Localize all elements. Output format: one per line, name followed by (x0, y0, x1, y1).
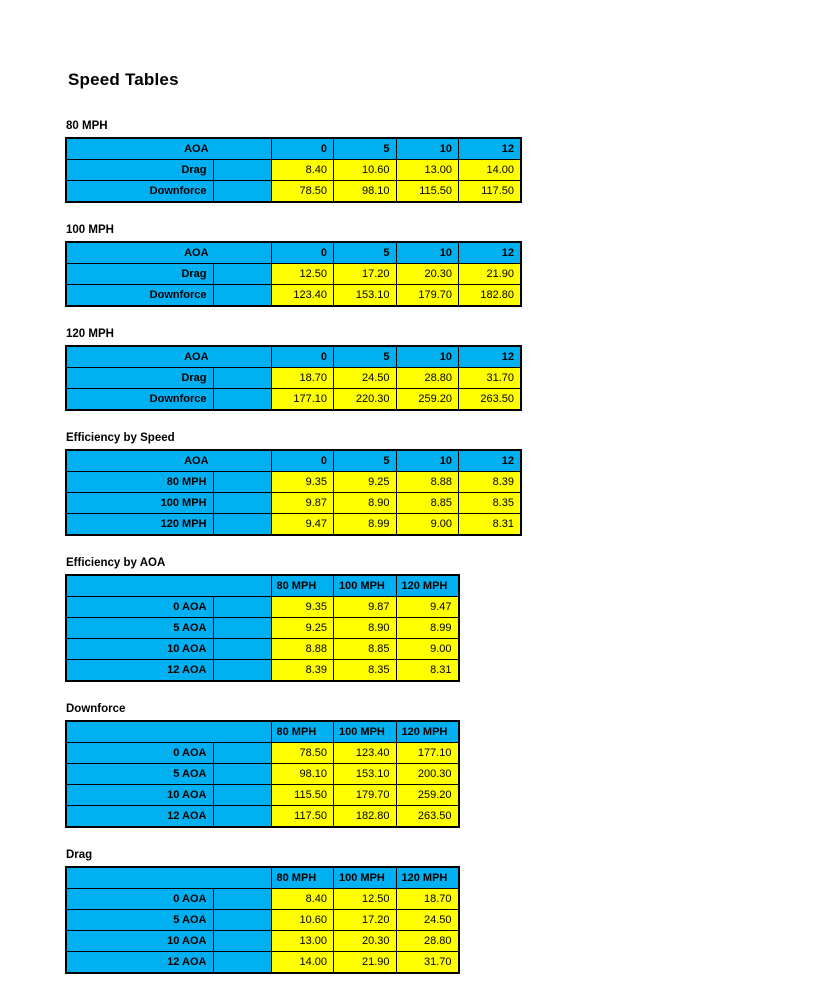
table-row (66, 910, 459, 931)
value-cell: 153.10 (334, 285, 397, 307)
value-cell: 20.30 (334, 931, 397, 952)
header-row (66, 721, 459, 743)
row-label-cell: 12 AOA (66, 952, 213, 974)
corner-spacer-cell (66, 867, 271, 889)
value-cell: 123.40 (334, 743, 397, 764)
value-cell: 200.30 (396, 764, 459, 785)
column-header-cell: 80 MPH (271, 721, 334, 743)
value-cell: 9.00 (396, 514, 459, 536)
column-header-cell: 12 (459, 138, 522, 160)
value-cell: 20.30 (396, 264, 459, 285)
table-row (66, 389, 521, 411)
spacer-cell (213, 160, 271, 181)
row-label-cell: 12 AOA (66, 660, 213, 682)
value-cell: 8.88 (396, 472, 459, 493)
column-header-cell: 10 (396, 450, 459, 472)
value-cell: 9.25 (271, 618, 334, 639)
value-cell: 123.40 (271, 285, 334, 307)
value-cell: 12.50 (334, 889, 397, 910)
column-header-cell: 0 (271, 450, 334, 472)
row-label-cell: 0 AOA (66, 597, 213, 618)
table-row (66, 952, 459, 974)
section-120-mph (65, 328, 816, 411)
spacer-cell (213, 285, 271, 307)
value-cell: 8.88 (271, 639, 334, 660)
column-header-cell: 12 (459, 450, 522, 472)
value-cell: 9.35 (271, 472, 334, 493)
value-cell: 17.20 (334, 264, 397, 285)
table-efficiency-by-aoa (65, 574, 460, 682)
row-label-cell: 0 AOA (66, 743, 213, 764)
corner-cell: AOA (66, 242, 271, 264)
table-row (66, 931, 459, 952)
row-label-cell: Drag (66, 368, 213, 389)
section-80-mph (65, 120, 816, 203)
value-cell: 9.47 (271, 514, 334, 536)
value-cell: 8.31 (459, 514, 522, 536)
column-header-cell: 12 (459, 242, 522, 264)
value-cell: 259.20 (396, 389, 459, 411)
column-header-cell: 10 (396, 242, 459, 264)
spacer-cell (213, 181, 271, 203)
value-cell: 12.50 (271, 264, 334, 285)
section-label: Downforce (66, 703, 126, 715)
section-label: 120 MPH (66, 328, 114, 340)
table-120-mph (65, 345, 522, 411)
table-efficiency-by-speed (65, 449, 522, 536)
row-label-cell: Downforce (66, 181, 213, 203)
value-cell: 8.35 (459, 493, 522, 514)
column-header-cell: 120 MPH (396, 867, 459, 889)
header-row (66, 450, 521, 472)
table-row (66, 493, 521, 514)
value-cell: 115.50 (396, 181, 459, 203)
value-cell: 8.99 (396, 618, 459, 639)
value-cell: 14.00 (271, 952, 334, 974)
table-row (66, 368, 521, 389)
value-cell: 78.50 (271, 743, 334, 764)
header-row (66, 242, 521, 264)
value-cell: 78.50 (271, 181, 334, 203)
value-cell: 9.47 (396, 597, 459, 618)
corner-spacer-cell (66, 575, 271, 597)
table-drag (65, 866, 460, 974)
row-label-cell: 10 AOA (66, 639, 213, 660)
value-cell: 9.00 (396, 639, 459, 660)
spacer-cell (213, 785, 271, 806)
table-row (66, 181, 521, 203)
value-cell: 13.00 (396, 160, 459, 181)
value-cell: 8.39 (459, 472, 522, 493)
table-100-mph (65, 241, 522, 307)
table-row (66, 285, 521, 307)
value-cell: 9.35 (271, 597, 334, 618)
section-efficiency-by-aoa (65, 557, 816, 682)
value-cell: 177.10 (396, 743, 459, 764)
value-cell: 182.80 (334, 806, 397, 828)
header-row (66, 346, 521, 368)
value-cell: 17.20 (334, 910, 397, 931)
row-label-cell: 10 AOA (66, 931, 213, 952)
corner-spacer-cell (66, 721, 271, 743)
spacer-cell (213, 368, 271, 389)
value-cell: 21.90 (334, 952, 397, 974)
column-header-cell: 80 MPH (271, 575, 334, 597)
table-row (66, 160, 521, 181)
section-label: Efficiency by AOA (66, 557, 166, 569)
value-cell: 153.10 (334, 764, 397, 785)
value-cell: 9.25 (334, 472, 397, 493)
value-cell: 28.80 (396, 368, 459, 389)
value-cell: 18.70 (396, 889, 459, 910)
value-cell: 98.10 (271, 764, 334, 785)
value-cell: 263.50 (459, 389, 522, 411)
row-label-cell: Drag (66, 264, 213, 285)
spacer-cell (213, 889, 271, 910)
table-downforce (65, 720, 460, 828)
spacer-cell (213, 389, 271, 411)
column-header-cell: 10 (396, 138, 459, 160)
value-cell: 24.50 (334, 368, 397, 389)
section-downforce (65, 703, 816, 828)
table-row (66, 764, 459, 785)
spacer-cell (213, 806, 271, 828)
value-cell: 259.20 (396, 785, 459, 806)
value-cell: 8.99 (334, 514, 397, 536)
table-row (66, 660, 459, 682)
row-label-cell: Drag (66, 160, 213, 181)
corner-cell: AOA (66, 138, 271, 160)
table-row (66, 785, 459, 806)
spacer-cell (213, 764, 271, 785)
value-cell: 8.31 (396, 660, 459, 682)
corner-cell: AOA (66, 450, 271, 472)
value-cell: 98.10 (334, 181, 397, 203)
value-cell: 10.60 (334, 160, 397, 181)
spacer-cell (213, 639, 271, 660)
table-row (66, 618, 459, 639)
column-header-cell: 12 (459, 346, 522, 368)
value-cell: 8.35 (334, 660, 397, 682)
column-header-cell: 120 MPH (396, 721, 459, 743)
table-row (66, 472, 521, 493)
value-cell: 182.80 (459, 285, 522, 307)
value-cell: 24.50 (396, 910, 459, 931)
table-row (66, 743, 459, 764)
column-header-cell: 120 MPH (396, 575, 459, 597)
row-label-cell: 5 AOA (66, 910, 213, 931)
value-cell: 10.60 (271, 910, 334, 931)
spacer-cell (213, 743, 271, 764)
value-cell: 8.39 (271, 660, 334, 682)
column-header-cell: 0 (271, 346, 334, 368)
row-label-cell: Downforce (66, 389, 213, 411)
spacer-cell (213, 514, 271, 536)
value-cell: 8.85 (396, 493, 459, 514)
spacer-cell (213, 597, 271, 618)
value-cell: 117.50 (271, 806, 334, 828)
header-row (66, 138, 521, 160)
column-header-cell: 5 (334, 242, 397, 264)
value-cell: 14.00 (459, 160, 522, 181)
row-label-cell: 10 AOA (66, 785, 213, 806)
section-label: 100 MPH (66, 224, 114, 236)
row-label-cell: 12 AOA (66, 806, 213, 828)
value-cell: 8.85 (334, 639, 397, 660)
section-label: Drag (66, 849, 93, 861)
row-label-cell: 5 AOA (66, 764, 213, 785)
table-row (66, 514, 521, 536)
value-cell: 115.50 (271, 785, 334, 806)
spacer-cell (213, 264, 271, 285)
column-header-cell: 5 (334, 450, 397, 472)
value-cell: 117.50 (459, 181, 522, 203)
table-row (66, 597, 459, 618)
value-cell: 8.40 (271, 160, 334, 181)
table-row (66, 806, 459, 828)
value-cell: 8.90 (334, 493, 397, 514)
value-cell: 177.10 (271, 389, 334, 411)
page-title: Speed Tables (68, 70, 179, 89)
row-label-cell: 0 AOA (66, 889, 213, 910)
value-cell: 179.70 (396, 285, 459, 307)
value-cell: 263.50 (396, 806, 459, 828)
column-header-cell: 100 MPH (334, 575, 397, 597)
spacer-cell (213, 472, 271, 493)
value-cell: 18.70 (271, 368, 334, 389)
value-cell: 21.90 (459, 264, 522, 285)
spacer-cell (213, 952, 271, 974)
column-header-cell: 80 MPH (271, 867, 334, 889)
spacer-cell (213, 493, 271, 514)
row-label-cell: 80 MPH (66, 472, 213, 493)
column-header-cell: 100 MPH (334, 867, 397, 889)
section-label: 80 MPH (66, 120, 108, 132)
spacer-cell (213, 618, 271, 639)
table-80-mph (65, 137, 522, 203)
value-cell: 179.70 (334, 785, 397, 806)
header-row (66, 867, 459, 889)
corner-cell: AOA (66, 346, 271, 368)
value-cell: 31.70 (396, 952, 459, 974)
value-cell: 8.40 (271, 889, 334, 910)
column-header-cell: 10 (396, 346, 459, 368)
column-header-cell: 5 (334, 346, 397, 368)
value-cell: 31.70 (459, 368, 522, 389)
column-header-cell: 0 (271, 242, 334, 264)
section-drag (65, 849, 816, 974)
value-cell: 9.87 (271, 493, 334, 514)
value-cell: 8.90 (334, 618, 397, 639)
column-header-cell: 0 (271, 138, 334, 160)
column-header-cell: 5 (334, 138, 397, 160)
row-label-cell: 100 MPH (66, 493, 213, 514)
row-label-cell: 120 MPH (66, 514, 213, 536)
value-cell: 13.00 (271, 931, 334, 952)
section-100-mph (65, 224, 816, 307)
section-label: Efficiency by Speed (66, 432, 175, 444)
value-cell: 9.87 (334, 597, 397, 618)
value-cell: 220.30 (334, 389, 397, 411)
spacer-cell (213, 931, 271, 952)
row-label-cell: Downforce (66, 285, 213, 307)
table-row (66, 639, 459, 660)
spacer-cell (213, 910, 271, 931)
spacer-cell (213, 660, 271, 682)
section-efficiency-by-speed (65, 432, 816, 536)
tables-container (65, 120, 816, 974)
row-label-cell: 5 AOA (66, 618, 213, 639)
table-row (66, 889, 459, 910)
table-row (66, 264, 521, 285)
column-header-cell: 100 MPH (334, 721, 397, 743)
value-cell: 28.80 (396, 931, 459, 952)
header-row (66, 575, 459, 597)
